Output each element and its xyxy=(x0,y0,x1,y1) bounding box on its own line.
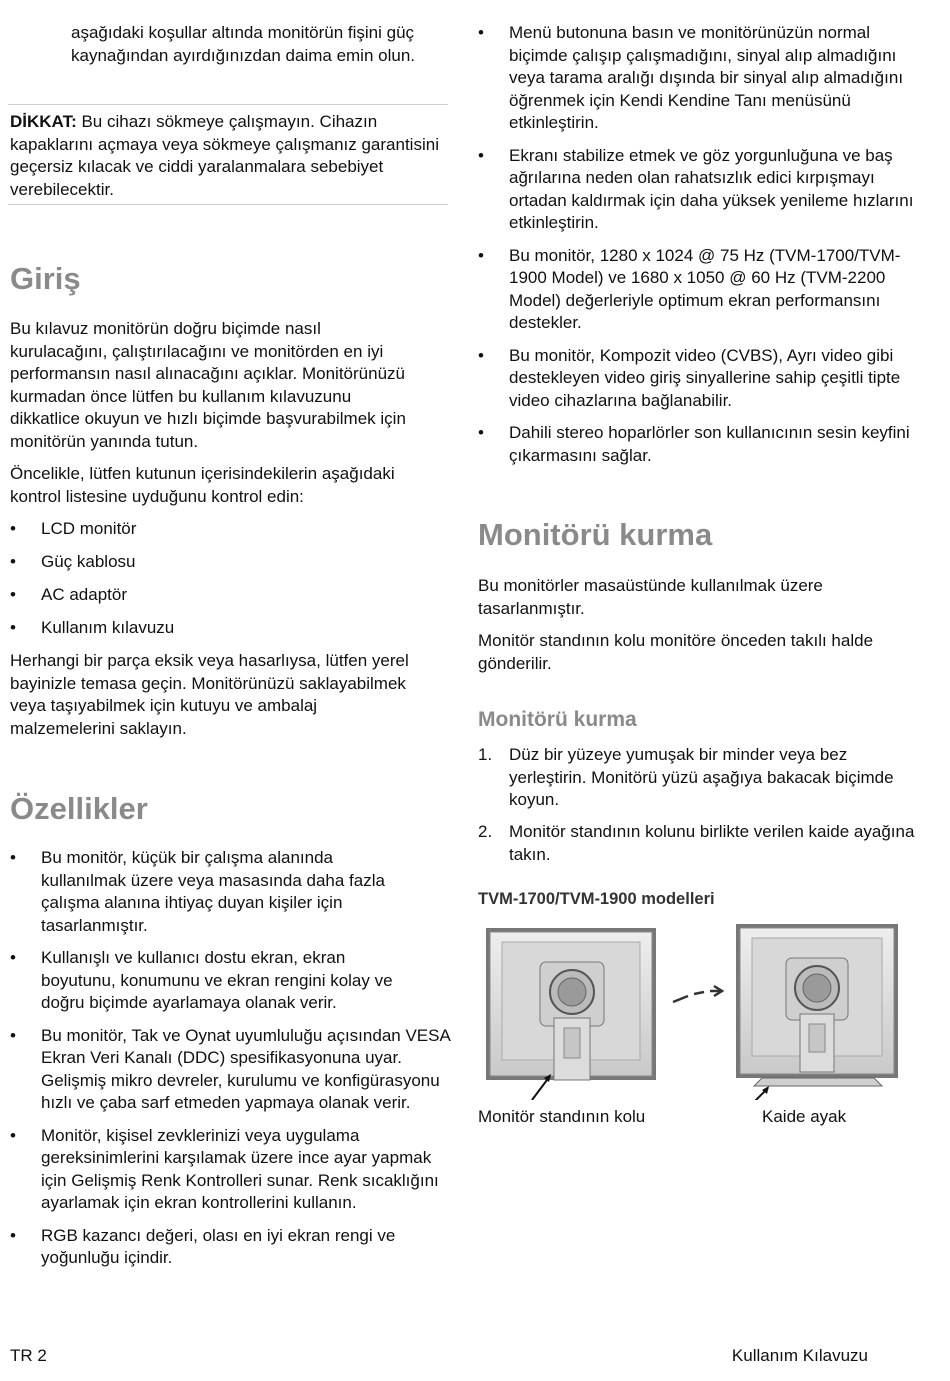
bullet-icon: • xyxy=(10,618,16,637)
monitor-right-illustration xyxy=(736,924,898,1086)
caution-label: DİKKAT: xyxy=(10,112,77,131)
list-item: • Güç kablosu xyxy=(10,551,430,574)
list-item: • Monitör, kişisel zevklerinizi veya uygulama gereksinimlerini karşılamak üzere ince ayar yapmak için Gelişmiş Renk Kontrolleri sunar. Renk sıcaklığını ayarlamak için ekran kontrollerini kullanın. xyxy=(10,1125,439,1212)
list-item: • AC adaptör xyxy=(10,584,430,607)
monitor-left-illustration xyxy=(486,928,656,1080)
setup-steps xyxy=(478,744,918,876)
bullet-icon: • xyxy=(478,23,484,42)
list-item: 1. Düz bir yüzeye yumuşak bir minder veya bez yerleştirin. Monitörü yüzü aşağıya bakacak biçimde koyun. xyxy=(478,745,894,809)
setup-paragraph-2: Monitör standının kolu monitöre önceden takılı halde gönderilir. xyxy=(478,631,874,673)
bullet-icon: • xyxy=(10,519,16,538)
setup-heading: Monitörü kurma xyxy=(478,517,713,552)
list-item: • Menü butonuna basın ve monitörünüzün normal biçimde çalışıp çalışmadığını, sinyal alıp almadığını veya tarama aralığı dışında bir sinyal alıp almadığını öğrenmek için Kendi Kendine Tanı menüsünü etkinleştirin. xyxy=(478,23,904,132)
step-number: 2. xyxy=(478,822,493,841)
intro-paragraph-3: Herhangi bir parça eksik veya hasarlıysa, lütfen yerel bayinizle temasa geçin. Monitörünüzü saklayabilmek veya taşıyabilmek için kutuyu ve ambalaj malzemelerini saklayın. xyxy=(10,651,409,738)
features-heading: Özellikler xyxy=(10,791,148,826)
bullet-icon: • xyxy=(478,145,484,165)
intro-heading: Giriş xyxy=(10,261,81,296)
bullet-icon: • xyxy=(478,245,484,265)
list-item: • RGB kazancı değeri, olası en iyi ekran rengi ve yoğunluğu içindir. xyxy=(10,1225,396,1267)
setup-paragraph-1: Bu monitörler masaüstünde kullanılmak üzere tasarlanmıştır. xyxy=(478,576,823,618)
features-list-left xyxy=(10,847,450,1280)
list-item: • Bu monitör, Kompozit video (CVBS), Ayrı video gibi destekleyen video giriş sinyallerine sahip çeşitli tipte video cihazlarına bağlanabilir. xyxy=(478,345,901,410)
list-item: • Bu monitör, küçük bir çalışma alanında kullanılmak üzere veya masasında daha fazla çalışma alanına ihtiyaç duyan kişiler için tasarlanmıştır. xyxy=(10,848,385,935)
bullet-icon: • xyxy=(10,1025,16,1045)
pointer-arrow-right-icon xyxy=(750,1086,769,1100)
intro-paragraph-2: Öncelikle, lütfen kutunun içerisindekilerin aşağıdaki kontrol listesine uyduğunu kontrol edin: xyxy=(10,464,395,506)
arrow-icon xyxy=(673,986,722,1002)
setup-subheading: Monitörü kurma xyxy=(478,708,637,731)
figure-caption: TVM-1700/TVM-1900 modelleri xyxy=(478,890,715,908)
continuation-text: aşağıdaki koşullar altında monitörün fişini güç kaynağından ayırdığınızdan daima emin olun. xyxy=(71,23,416,65)
intro-paragraph-1: Bu kılavuz monitörün doğru biçimde nasıl kurulacağını, çalıştırılacağını ve monitörden en iyi performansın nasıl alınacağını açıklar. Monitörünüzü kurmadan önce lütfen bu kullanım kılavuzunu dikkatlice okuyun ve hızlı biçimde başvurabilmek için monitörün yanında tutun. xyxy=(10,319,406,451)
caution-box xyxy=(8,104,448,205)
list-item: • Bu monitör, Tak ve Oynat uyumluluğu açısından VESA Ekran Veri Kanalı (DDC) spesifikasyonuna uyar. Gelişmiş mikro devreler, kurulumu ve konfigürasyonu hızlı ve çaba sarf etmeden yapmaya olanak verir. xyxy=(10,1025,450,1112)
list-item: • Kullanışlı ve kullanıcı dostu ekran, ekran boyutunu, konumunu ve ekran rengini kolay ve doğru biçimde ayarlamaya olanak verir. xyxy=(10,948,393,1012)
label-base: Kaide ayak xyxy=(762,1107,847,1126)
list-item: • Dahili stereo hoparlörler son kullanıcının sesin keyfini çıkarmasını sağlar. xyxy=(478,423,910,465)
list-item: • Ekranı stabilize etmek ve göz yorgunluğuna ve baş ağrılarına neden olan rahatsızlık edici kırpışmayı ortadan kaldırmak için daha yüksek yenileme hızlarını etkinleştirin. xyxy=(478,145,914,232)
list-item: • Bu monitör, 1280 x 1024 @ 75 Hz (TVM-1700/TVM-1900 Model) ve 1680 x 1050 @ 60 Hz (TVM-2200 Model) değerleriyle optimum ekran performansını destekler. xyxy=(478,245,901,332)
bullet-icon: • xyxy=(10,1225,16,1245)
bullet-icon: • xyxy=(10,1125,16,1145)
bullet-icon: • xyxy=(10,848,16,867)
monitor-figure xyxy=(478,920,898,1100)
list-item: • LCD monitör xyxy=(10,518,430,541)
footer-title: Kullanım Kılavuzu xyxy=(731,1346,868,1365)
caution-text xyxy=(10,111,448,201)
list-item: • Kullanım kılavuzu xyxy=(10,617,430,640)
caution-body: Bu cihazı sökmeye çalışmayın. Cihazın kapaklarını açmaya veya sökmeye çalışmanız garantisini geçersiz kılacak ve ciddi yaralanmalara sebebiyet verebilecektir. xyxy=(10,112,439,199)
bullet-icon: • xyxy=(10,552,16,571)
bullet-icon: • xyxy=(10,948,16,967)
step-number: 1. xyxy=(478,745,493,764)
bullet-icon: • xyxy=(10,585,16,604)
features-list-right xyxy=(478,22,918,477)
bullet-icon: • xyxy=(478,423,484,442)
checklist xyxy=(10,518,430,650)
bullet-icon: • xyxy=(478,345,484,365)
label-stand-arm: Monitör standının kolu xyxy=(478,1107,646,1126)
footer-page-number: TR 2 xyxy=(10,1346,47,1365)
list-item: 2. Monitör standının kolunu birlikte verilen kaide ayağına takın. xyxy=(478,822,915,864)
